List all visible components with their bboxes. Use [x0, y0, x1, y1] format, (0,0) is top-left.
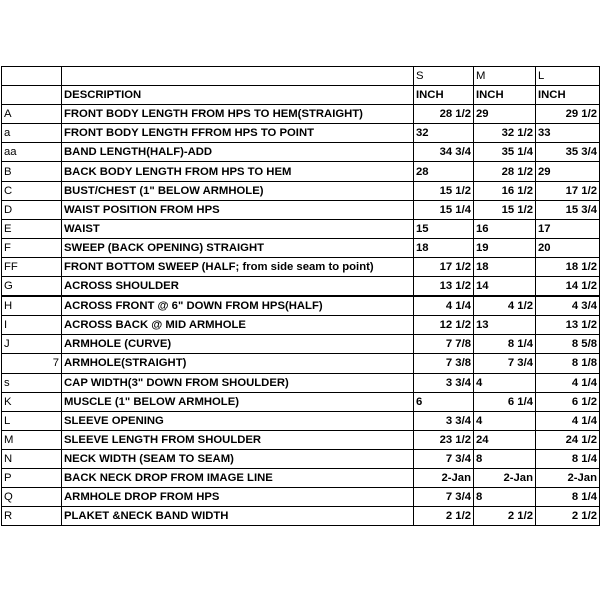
column-header-row — [2, 86, 600, 105]
size-l-value: 4 3/4 — [536, 296, 600, 316]
size-s-value: 7 3/4 — [414, 488, 474, 507]
description-cell: ARMHOLE(STRAIGHT) — [62, 354, 414, 373]
size-m-value: 2 1/2 — [474, 507, 536, 526]
table-row — [2, 468, 600, 487]
table-row — [2, 373, 600, 392]
size-m-value: 32 1/2 — [474, 124, 536, 143]
table-row — [2, 449, 600, 468]
size-m-value: 13 — [474, 316, 536, 335]
size-l-value: 33 — [536, 124, 600, 143]
table-row — [2, 124, 600, 143]
point-code-cell: s — [2, 373, 62, 392]
size-s-value: 7 3/8 — [414, 354, 474, 373]
size-m-value: 8 — [474, 488, 536, 507]
size-m-value: 28 1/2 — [474, 162, 536, 181]
size-header-row — [2, 67, 600, 86]
point-code-cell: 7 — [2, 354, 62, 373]
table-row — [2, 507, 600, 526]
size-m-value: 35 1/4 — [474, 143, 536, 162]
description-cell: PLAKET &NECK BAND WIDTH — [62, 507, 414, 526]
description-cell: NECK WIDTH (SEAM TO SEAM) — [62, 449, 414, 468]
size-l-value: 17 — [536, 219, 600, 238]
table-row — [2, 143, 600, 162]
table-row — [2, 277, 600, 297]
size-s-value: 7 7/8 — [414, 335, 474, 354]
description-cell: BACK NECK DROP FROM IMAGE LINE — [62, 468, 414, 487]
table-row — [2, 162, 600, 181]
size-m-value: 2-Jan — [474, 468, 536, 487]
size-m-header: M — [474, 67, 536, 86]
size-s-value: 15 1/2 — [414, 181, 474, 200]
size-l-value: 24 1/2 — [536, 430, 600, 449]
description-cell: WAIST POSITION FROM HPS — [62, 200, 414, 219]
point-code-cell: C — [2, 181, 62, 200]
table-row — [2, 411, 600, 430]
size-s-value: 2-Jan — [414, 468, 474, 487]
table-row — [2, 488, 600, 507]
table-row — [2, 181, 600, 200]
description-cell: SLEEVE OPENING — [62, 411, 414, 430]
point-code-cell: F — [2, 238, 62, 257]
size-l-value: 29 — [536, 162, 600, 181]
header-code-cell — [2, 67, 62, 86]
table-row — [2, 296, 600, 316]
size-s-value: 3 3/4 — [414, 411, 474, 430]
unit-m-header: INCH — [474, 86, 536, 105]
size-l-value: 18 1/2 — [536, 257, 600, 276]
point-code-cell: A — [2, 105, 62, 124]
size-m-value: 6 1/4 — [474, 392, 536, 411]
size-l-value: 8 1/4 — [536, 449, 600, 468]
point-code-cell: L — [2, 411, 62, 430]
measurement-rows — [2, 105, 600, 526]
point-code-cell: aa — [2, 143, 62, 162]
size-m-value: 8 — [474, 449, 536, 468]
size-m-value: 4 — [474, 411, 536, 430]
point-code-cell: B — [2, 162, 62, 181]
size-l-value: 8 5/8 — [536, 335, 600, 354]
size-s-value: 2 1/2 — [414, 507, 474, 526]
unit-l-header: INCH — [536, 86, 600, 105]
point-code-cell: N — [2, 449, 62, 468]
point-code-cell: G — [2, 277, 62, 297]
description-cell: SLEEVE LENGTH FROM SHOULDER — [62, 430, 414, 449]
size-l-value: 4 1/4 — [536, 373, 600, 392]
size-s-header: S — [414, 67, 474, 86]
description-cell: BACK BODY LENGTH FROM HPS TO HEM — [62, 162, 414, 181]
size-spec-sheet — [0, 66, 600, 526]
description-cell: ACROSS SHOULDER — [62, 277, 414, 297]
point-code-cell: E — [2, 219, 62, 238]
point-code-cell: K — [2, 392, 62, 411]
size-s-value: 15 — [414, 219, 474, 238]
description-header: DESCRIPTION — [62, 86, 414, 105]
size-m-value: 16 1/2 — [474, 181, 536, 200]
size-m-value: 14 — [474, 277, 536, 297]
size-l-value: 2-Jan — [536, 468, 600, 487]
size-l-value: 17 1/2 — [536, 181, 600, 200]
size-s-value: 12 1/2 — [414, 316, 474, 335]
size-l-value: 14 1/2 — [536, 277, 600, 297]
measurement-table — [1, 66, 600, 526]
header-code-cell — [2, 86, 62, 105]
table-row — [2, 105, 600, 124]
size-l-value: 8 1/4 — [536, 488, 600, 507]
size-m-value: 24 — [474, 430, 536, 449]
size-s-value: 17 1/2 — [414, 257, 474, 276]
size-l-value: 20 — [536, 238, 600, 257]
size-m-value: 8 1/4 — [474, 335, 536, 354]
table-row — [2, 238, 600, 257]
point-code-cell: P — [2, 468, 62, 487]
table-row — [2, 354, 600, 373]
description-cell: FRONT BODY LENGTH FROM HPS TO HEM(STRAIGHT) — [62, 105, 414, 124]
size-m-value: 16 — [474, 219, 536, 238]
size-s-value: 4 1/4 — [414, 296, 474, 316]
size-l-value: 4 1/4 — [536, 411, 600, 430]
point-code-cell: J — [2, 335, 62, 354]
point-code-cell: Q — [2, 488, 62, 507]
description-cell: FRONT BODY LENGTH FFROM HPS TO POINT — [62, 124, 414, 143]
size-s-value: 3 3/4 — [414, 373, 474, 392]
point-code-cell: a — [2, 124, 62, 143]
table-row — [2, 392, 600, 411]
size-m-value: 4 — [474, 373, 536, 392]
size-l-value: 8 1/8 — [536, 354, 600, 373]
description-cell: ACROSS FRONT @ 6" DOWN FROM HPS(HALF) — [62, 296, 414, 316]
table-row — [2, 335, 600, 354]
size-s-value: 32 — [414, 124, 474, 143]
size-s-value: 6 — [414, 392, 474, 411]
size-l-value: 29 1/2 — [536, 105, 600, 124]
point-code-cell: FF — [2, 257, 62, 276]
size-l-header: L — [536, 67, 600, 86]
point-code-cell: D — [2, 200, 62, 219]
size-s-value: 7 3/4 — [414, 449, 474, 468]
size-s-value: 34 3/4 — [414, 143, 474, 162]
size-l-value: 15 3/4 — [536, 200, 600, 219]
unit-s-header: INCH — [414, 86, 474, 105]
description-cell: CAP WIDTH(3" DOWN FROM SHOULDER) — [62, 373, 414, 392]
size-s-value: 13 1/2 — [414, 277, 474, 297]
point-code-cell: H — [2, 296, 62, 316]
description-cell: BAND LENGTH(HALF)-ADD — [62, 143, 414, 162]
table-row — [2, 219, 600, 238]
size-m-value: 7 3/4 — [474, 354, 536, 373]
table-row — [2, 257, 600, 276]
size-s-value: 28 — [414, 162, 474, 181]
description-cell: ARMHOLE DROP FROM HPS — [62, 488, 414, 507]
size-s-value: 15 1/4 — [414, 200, 474, 219]
description-cell: MUSCLE (1" BELOW ARMHOLE) — [62, 392, 414, 411]
size-m-value: 15 1/2 — [474, 200, 536, 219]
table-row — [2, 430, 600, 449]
point-code-cell: M — [2, 430, 62, 449]
table-row — [2, 316, 600, 335]
description-cell: FRONT BOTTOM SWEEP (HALF; from side seam to point) — [62, 257, 414, 276]
description-cell: WAIST — [62, 219, 414, 238]
size-l-value: 13 1/2 — [536, 316, 600, 335]
point-code-cell: R — [2, 507, 62, 526]
size-s-value: 18 — [414, 238, 474, 257]
header-desc-cell — [62, 67, 414, 86]
size-m-value: 29 — [474, 105, 536, 124]
size-l-value: 35 3/4 — [536, 143, 600, 162]
size-s-value: 28 1/2 — [414, 105, 474, 124]
table-row — [2, 200, 600, 219]
size-l-value: 6 1/2 — [536, 392, 600, 411]
size-m-value: 19 — [474, 238, 536, 257]
size-m-value: 18 — [474, 257, 536, 276]
description-cell: SWEEP (BACK OPENING) STRAIGHT — [62, 238, 414, 257]
description-cell: ACROSS BACK @ MID ARMHOLE — [62, 316, 414, 335]
description-cell: BUST/CHEST (1" BELOW ARMHOLE) — [62, 181, 414, 200]
size-s-value: 23 1/2 — [414, 430, 474, 449]
size-m-value: 4 1/2 — [474, 296, 536, 316]
point-code-cell: I — [2, 316, 62, 335]
size-l-value: 2 1/2 — [536, 507, 600, 526]
description-cell: ARMHOLE (CURVE) — [62, 335, 414, 354]
